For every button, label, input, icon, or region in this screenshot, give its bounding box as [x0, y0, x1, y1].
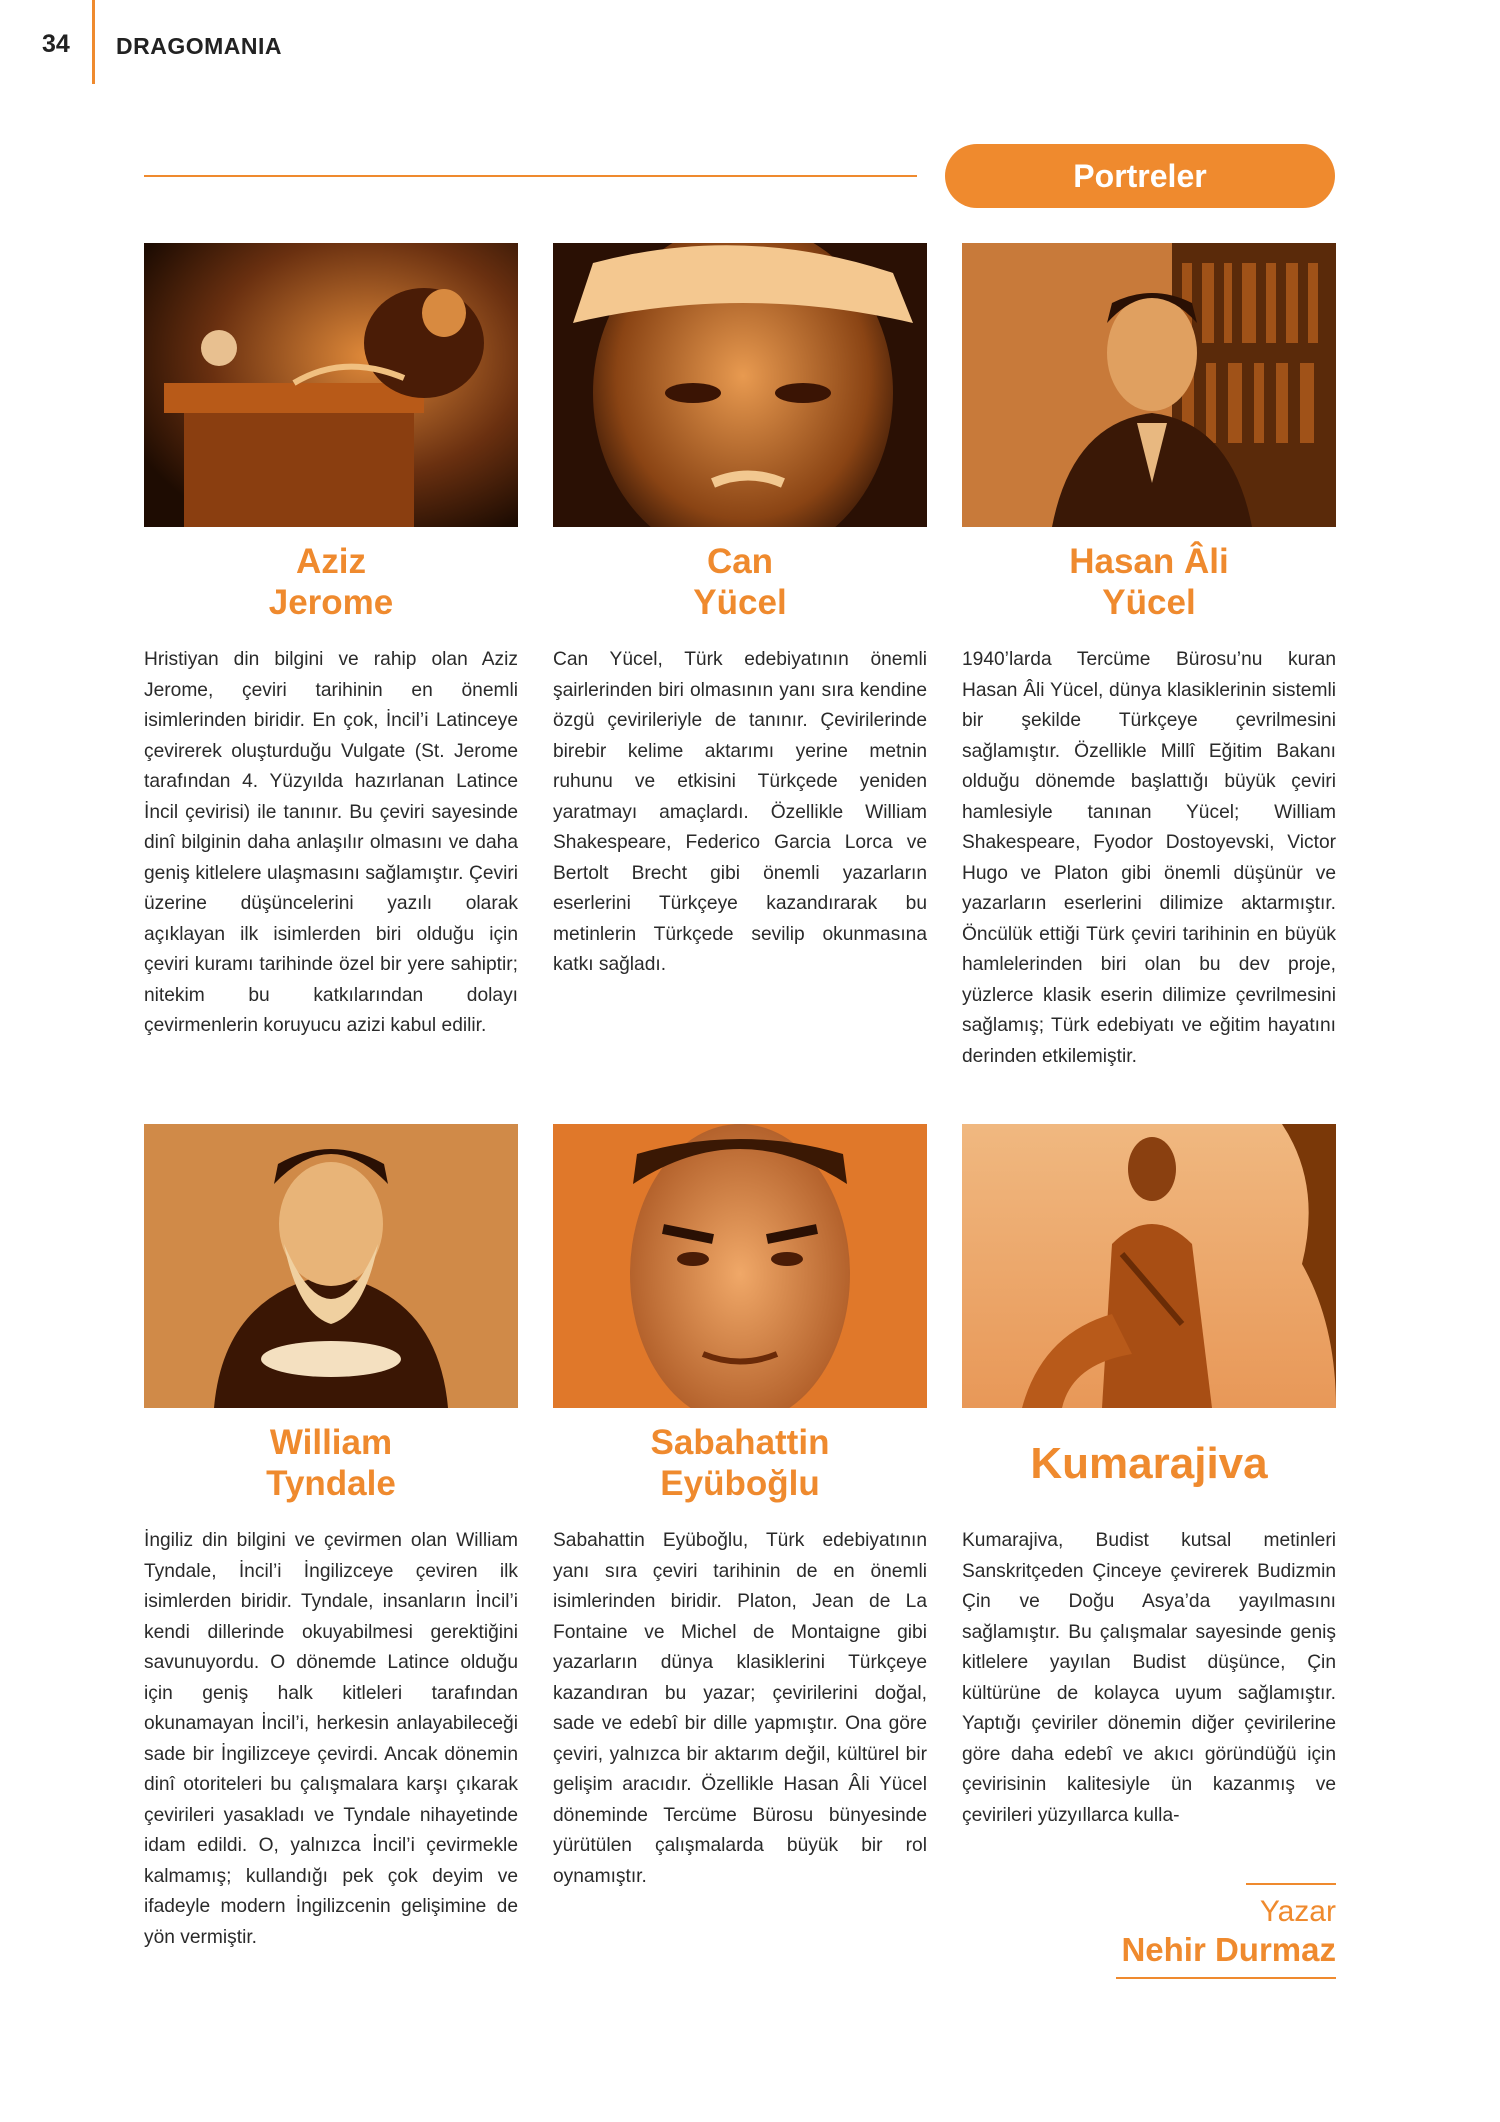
portrait-bio-jerome: Hristiyan din bilgini ve rahip olan Aziz Jerome, çeviri tarihinin en önemli isimlerinden biridir. En çok, İncil’i Latinceye çevirerek oluşturduğu Vulgate (St. Jerome tarafından 4. Yüzyılda hazırlanan Latince İncil çevirisi) ile tanınır. Bu çeviri sayesinde dinî bilginin daha anlaşılır olmasını ve daha geniş kitlelere ulaşmasını sağlamıştır. Çeviri üzerine düşüncelerini yazılı olarak açıklayan ilk isimlerden biri olduğu için çeviri kuramı tarihinde özel bir yere sahiptir; nitekim bu katkılarından dolayı çevirmenlerin koruyucu azizi kabul edilir.: [144, 649, 518, 1036]
portrait-name-kumarajiva: [962, 1422, 1336, 1504]
portrait-bio-hasan-ali-yucel: 1940’larda Tercüme Bürosu’nu kuran Hasan Âli Yücel, dünya klasiklerinin sistemli bir şekilde Türkçeye çevrilmesini sağlamıştır. Özellikle Millî Eğitim Bakanı olduğu dönemde başlattığı büyük çeviri hamlesiyle tanınan Yücel; William Shakespeare, Fyodor Dostoyevski, Victor Hugo ve Platon gibi önemli düşünür ve yazarların eserlerini dilimize aktarmıştır. Öncülük ettiği Türk çeviri tarihinin en büyük hamlelerinden biri olan bu dev proje, yüzlerce klasik eserin dilimize çevrilmesini sağlamış; Türk edebiyatı ve eğitim hayatını derinden etkilemiştir.: [962, 649, 1336, 1067]
author-label: Yazar: [1259, 1895, 1336, 1928]
portrait-card-can-yucel: [553, 243, 927, 981]
name-line-2: Yücel: [693, 583, 787, 622]
portrait-name-tyndale: [144, 1422, 518, 1504]
name-line-2: Jerome: [268, 583, 394, 622]
portrait-bio-can-yucel: Can Yücel, Türk edebiyatının önemli şairlerinden biri olmasının yanı sıra kendine özgü çevirileriyle de tanınır. Çevirilerinde birebir kelime aktarımı yerine metnin ruhunu ve etkisini Türkçede yeniden yaratmayı amaçlardı. Özellikle William Shakespeare, Federico Garcia Lorca ve Bertolt Brecht gibi önemli yazarların eserlerini Türkçeye kazandırarak bu metinlerin Türkçede sevilip okunmasına katkı sağladı.: [553, 649, 927, 975]
portrait-name-eyuboglu: [553, 1422, 927, 1504]
portrait-name-hasan-ali-yucel: [962, 541, 1336, 623]
portrait-photo-eyuboglu: [553, 1124, 927, 1408]
name-line-1: Aziz: [296, 542, 366, 581]
portrait-photo-jerome: [144, 243, 518, 527]
author-name: Nehir Durmaz: [1121, 1931, 1336, 1968]
name-line-1: William: [269, 1423, 393, 1462]
page-number: 34: [42, 30, 70, 58]
author-bottom-rule: [1116, 1977, 1336, 1979]
name-line-2: Yücel: [1102, 583, 1196, 622]
name-line-2: Eyüboğlu: [660, 1464, 820, 1503]
portrait-photo-tyndale: [144, 1124, 518, 1408]
portrait-bio-eyuboglu: Sabahattin Eyüboğlu, Türk edebiyatının yanı sıra çeviri tarihinin de en önemli isimlerinden biridir. Platon, Jean de La Fontaine ve Michel de Montaigne gibi yazarların dünya klasiklerini Türkçeye kazandıran bu yazar; çevirilerini doğal, sade ve edebî bir dille yapmıştır. Ona göre çeviri, yalnızca bir aktarım değil, kültürel bir gelişim aracıdır. Özellikle Hasan Âli Yücel döneminde Tercüme Bürosu bünyesinde yürütülen çalışmalarda büyük bir rol oynamıştır.: [553, 1530, 927, 1887]
portrait-card-eyuboglu: [553, 1124, 927, 1892]
author-top-rule: [1246, 1883, 1336, 1885]
portrait-card-hasan-ali-yucel: [962, 243, 1336, 1072]
author-credit: [1116, 1883, 1336, 1979]
name-line-1: Kumarajiva: [1030, 1438, 1268, 1488]
name-line-1: Can: [706, 542, 774, 581]
header-divider: [92, 0, 95, 84]
name-line-1: Sabahattin: [650, 1423, 830, 1462]
portrait-name-can-yucel: [553, 541, 927, 623]
name-line-1: Hasan Âli: [1069, 542, 1229, 581]
portrait-card-kumarajiva: [962, 1124, 1336, 1831]
portrait-photo-hasan-ali-yucel: [962, 243, 1336, 527]
section-badge: Portreler: [945, 144, 1335, 208]
portrait-card-tyndale: [144, 1124, 518, 1953]
portrait-bio-kumarajiva: Kumarajiva, Budist kutsal metinleri Sanskritçeden Çinceye çevirerek Budizmin Çin ve Doğu Asya’da yayılmasını sağlamıştır. Bu çalışmalar sayesinde geniş kitlelere yayılan Budist düşünce, Çin kültürüne de kolayca uyum sağlamıştır. Yaptığı çeviriler dönemin diğer çevirilerine göre daha edebî ve akıcı göründüğü için çevirisinin kalitesiyle ün kazanmış ve çevirileri yüzyıllarca kulla-: [962, 1530, 1336, 1826]
section-rule: [144, 175, 917, 177]
portrait-name-jerome: [144, 541, 518, 623]
portrait-photo-can-yucel: [553, 243, 927, 527]
magazine-title: DRAGOMANIA: [116, 33, 282, 59]
name-line-2: Tyndale: [266, 1464, 396, 1503]
portrait-bio-tyndale: İngiliz din bilgini ve çevirmen olan William Tyndale, İncil’i İngilizceye çeviren ilk isimlerden biridir. Tyndale, insanların İncil’i kendi dillerinde okuyabilmesi gerektiğini savunuyordu. O dönemde Latince olduğu için geniş halk kitleleri tarafından okunamayan İncil’i, herkesin anlayabileceği sade bir İngilizceye çevirdi. Ancak dönemin dinî otoriteleri bu çalışmalara karşı çıkarak çevirileri yasakladı ve Tyndale nihayetinde idam edildi. O, yalnızca İncil’i çevirmekle kalmamış; kullandığı pek çok deyim ve ifadeyle modern İngilizcenin gelişimine de yön vermiştir.: [144, 1530, 518, 1948]
portrait-photo-kumarajiva: [962, 1124, 1336, 1408]
portrait-card-jerome: [144, 243, 518, 1042]
